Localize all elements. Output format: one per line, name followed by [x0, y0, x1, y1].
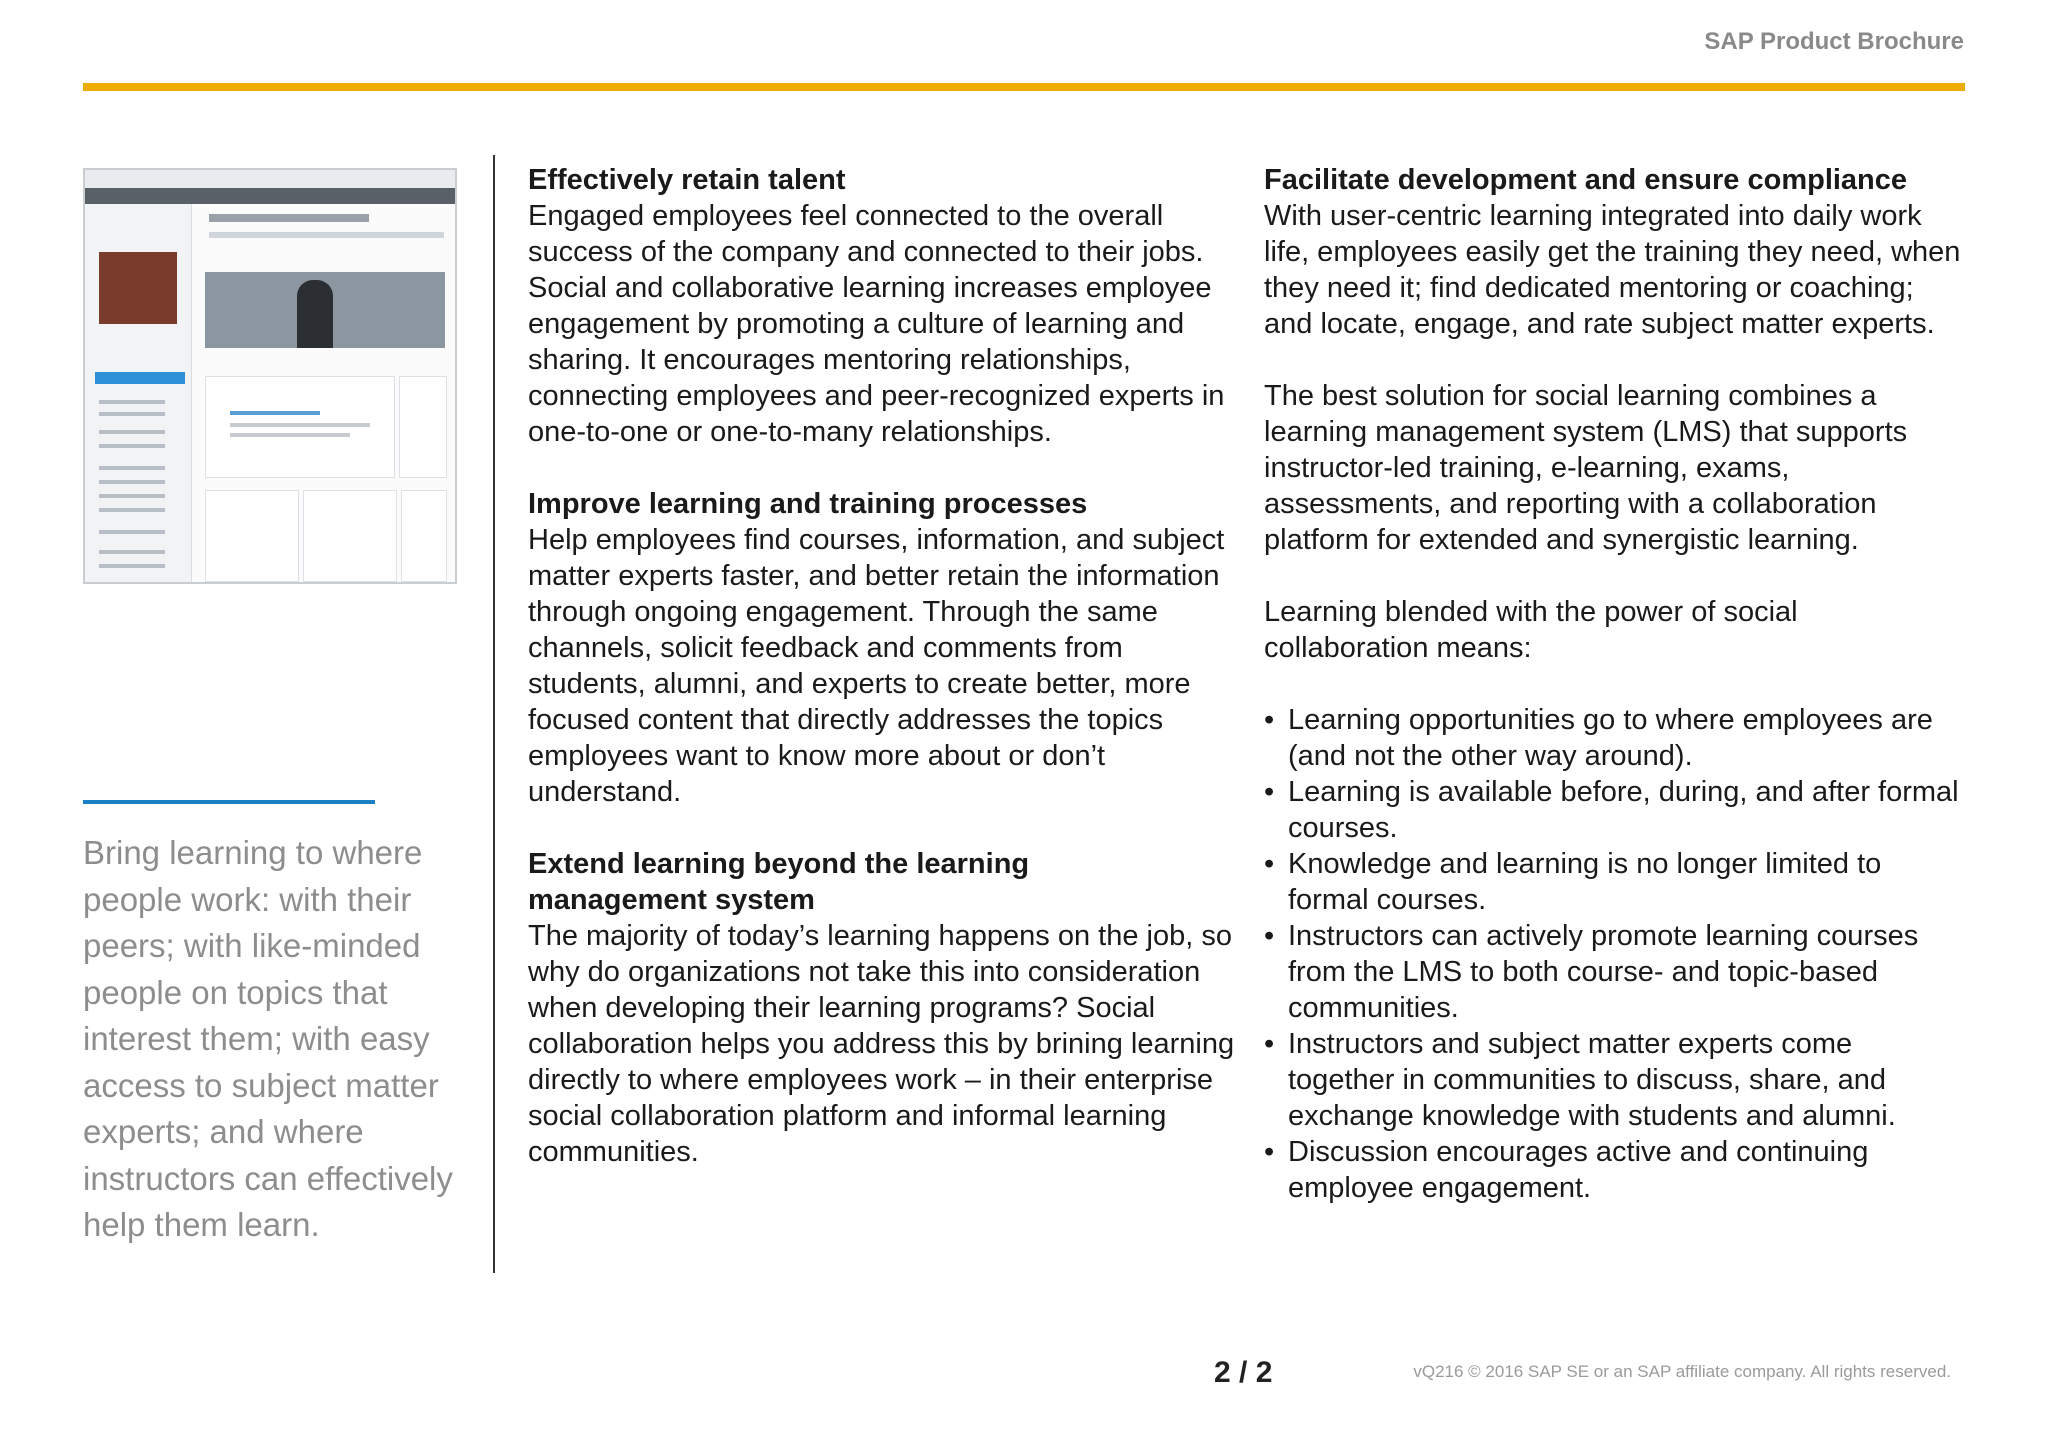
- section-heading: Improve learning and training processes: [528, 488, 1088, 520]
- copyright-notice: vQ216 © 2016 SAP SE or an SAP affiliate company. All rights reserved.: [1413, 1362, 1951, 1381]
- product-screenshot: [83, 168, 457, 584]
- brochure-label: SAP Product Brochure: [1704, 28, 1964, 55]
- bullet-icon: •: [1264, 1028, 1275, 1060]
- section-body: Help employees find courses, information, and subject matter experts faster, and better retain the information through ongoing engagement. Through the same channels, solicit feedback and comments from students, alumni, and experts to create better, more focused content that directly addresses the topics employees want to know more about or don’t understand.: [528, 524, 1225, 808]
- bullet-icon: •: [1264, 920, 1275, 952]
- screenshot-page-title: [209, 214, 369, 222]
- bullet-item: • Discussion encourages active and continuing employee engagement.: [1264, 1136, 1869, 1204]
- screenshot-sidebar: [85, 204, 192, 582]
- screenshot-bottom-card: [303, 490, 397, 582]
- bullet-item: • Learning is available before, during, and after formal courses.: [1264, 776, 1959, 844]
- bullet-icon: •: [1264, 776, 1275, 808]
- section: [528, 162, 1248, 450]
- section-heading: Extend learning beyond the learning management system: [528, 848, 1030, 916]
- screenshot-cover-image: [99, 252, 177, 324]
- bullet-icon: •: [1264, 704, 1275, 736]
- bullet-icon: •: [1264, 848, 1275, 880]
- section-body: The majority of today’s learning happens on the job, so why do organizations not take this into consideration when developing their learning programs? Social collaboration helps you address this by brining learning directly to where employees work – in their enterprise social collaboration platform and informal learning communities.: [528, 920, 1235, 1168]
- screenshot-topbar: [85, 170, 455, 188]
- bullet-icon: •: [1264, 1136, 1275, 1168]
- pull-quote: Bring learning to where people work: with their peers; with like-minded people on topics that interest them; with easy access to subject matter experts; and where instructors can effectively help them learn.: [83, 834, 453, 1243]
- screenshot-bottom-card: [401, 490, 447, 582]
- header-accent-bar: [83, 83, 1965, 91]
- bullet-list: [1264, 702, 1964, 1206]
- screenshot-bottom-card: [205, 490, 299, 582]
- section-heading: Facilitate development and ensure compliance: [1264, 164, 1908, 196]
- paragraph: Learning blended with the power of social collaboration means:: [1264, 596, 1798, 664]
- screenshot-tabs: [209, 232, 444, 238]
- screenshot-navbar: [85, 188, 455, 204]
- screenshot-side-card: [399, 376, 447, 478]
- screenshot-feed-card: [205, 376, 395, 478]
- section-body: Engaged employees feel connected to the overall success of the company and connected to their jobs. Social and collaborative learning increases employee engagement by promoting a culture of learning and sharing. It encourages mentoring relationships, connecting employees and peer-recognized experts in one-to-one or one-to-many relationships.: [528, 200, 1225, 448]
- bullet-item: • Instructors can actively promote learning courses from the LMS to both course- and topic-based communities.: [1264, 920, 1919, 1024]
- bullet-item: • Learning opportunities go to where employees are (and not the other way around).: [1264, 704, 1933, 772]
- section: [1264, 162, 1964, 342]
- screenshot-hero-image: [205, 272, 445, 348]
- section: [528, 846, 1248, 1170]
- screenshot-selected-nav-item: [95, 372, 185, 384]
- column-divider: [493, 155, 495, 1273]
- page-number: 2 / 2: [1214, 1356, 1273, 1389]
- quote-rule: [83, 800, 375, 804]
- paragraph: The best solution for social learning combines a learning management system (LMS) that supports instructor-led training, e-learning, exams, assessments, and reporting with a collaboration platform for extended and synergistic learning.: [1264, 380, 1908, 556]
- section-heading: Effectively retain talent: [528, 164, 846, 196]
- section-body: With user-centric learning integrated into daily work life, employees easily get the training they need, when they need it; find dedicated mentoring or coaching; and locate, engage, and rate subject matter experts.: [1264, 200, 1961, 340]
- bullet-item: • Knowledge and learning is no longer limited to formal courses.: [1264, 848, 1882, 916]
- middle-column: [528, 162, 1248, 1170]
- section: [528, 486, 1248, 810]
- right-column: [1264, 162, 1964, 1206]
- bullet-item: • Instructors and subject matter experts come together in communities to discuss, share, and exchange knowledge with students and alumni.: [1264, 1028, 1896, 1132]
